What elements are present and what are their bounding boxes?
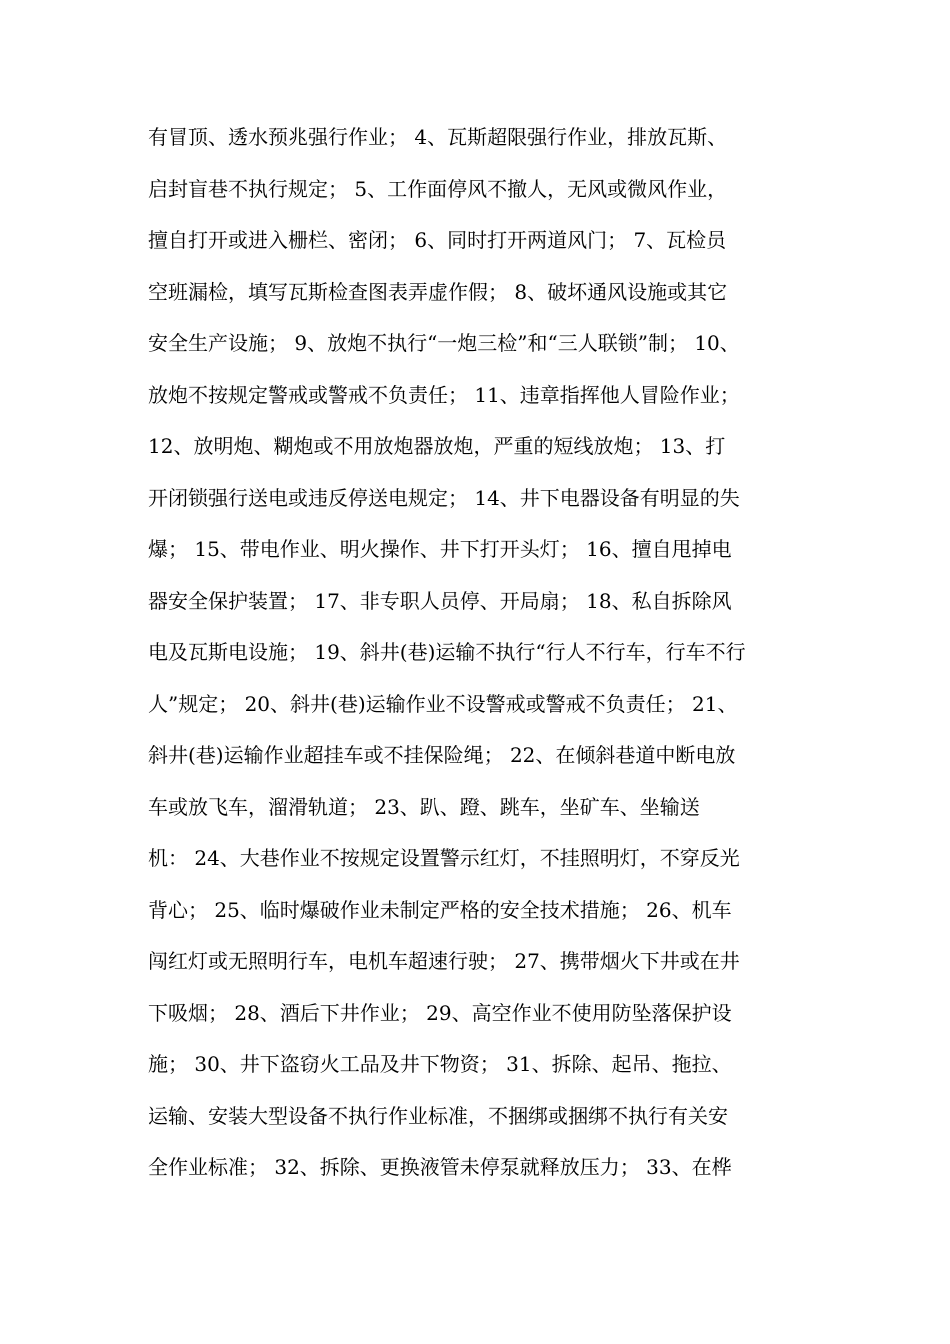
text-line: 启封盲巷不执行规定； 5、工作面停风不撤人，无风或微风作业， [148,176,728,201]
text-line: 器安全保护装置； 17、非专职人员停、开局扇； 18、私自拆除风 [148,588,732,613]
text-line: 背心； 25、临时爆破作业未制定严格的安全技术措施； 26、机车 [148,897,732,922]
body-text [148,112,828,1194]
text-line: 安全生产设施； 9、放炮不执行“一炮三检”和“三人联锁”制； 10、 [148,331,740,355]
text-line: 施； 30、井下盗窃火工品及井下物资； 31、拆除、起吊、拖拉、 [148,1052,732,1076]
text-line: 运输、安装大型设备不执行作业标准，不捆绑或捆绑不执行有关安 [148,1103,728,1128]
text-line: 开闭锁强行送电或违反停送电规定； 14、井下电器设备有明显的失 [148,485,740,510]
text-line: 空班漏检，填写瓦斯检查图表弄虚作假； 8、破坏通风设施或其它 [148,279,728,304]
text-line: 斜井(巷)运输作业超挂车或不挂保险绳； 22、在倾斜巷道中断电放 [148,743,736,767]
text-line: 闯红灯或无照明行车，电机车超速行驶； 27、携带烟火下井或在井 [148,949,740,973]
text-line: 有冒顶、透水预兆强行作业； 4、瓦斯超限强行作业，排放瓦斯、 [148,125,728,149]
text-line: 人”规定； 20、斜井(巷)运输作业不设警戒或警戒不负责任； 21、 [148,691,738,716]
text-line: 12、放明炮、糊炮或不用放炮器放炮，严重的短线放炮； 13、打 [148,434,726,458]
text-line: 放炮不按规定警戒或警戒不负责任； 11、违章指挥他人冒险作业； [148,382,740,407]
text-line: 电及瓦斯电设施； 19、斜井(巷)运输不执行“行人不行车，行车不行 [148,640,746,664]
text-line: 擅自打开或进入栅栏、密闭； 6、同时打开两道风门； 7、瓦检员 [148,228,727,252]
text-line: 车或放飞车，溜滑轨道； 23、趴、蹬、跳车，坐矿车、坐输送 [148,794,700,819]
text-line: 下吸烟； 28、酒后下井作业； 29、高空作业不使用防坠落保护设 [148,1000,732,1025]
text-line: 全作业标准； 32、拆除、更换液管未停泵就释放压力； 33、在桦 [148,1155,732,1179]
text-line: 爆； 15、带电作业、明火操作、井下打开头灯； 16、擅自甩掉电 [148,537,732,561]
text-line: 机： 24、大巷作业不按规定设置警示红灯，不挂照明灯，不穿反光 [148,846,740,870]
